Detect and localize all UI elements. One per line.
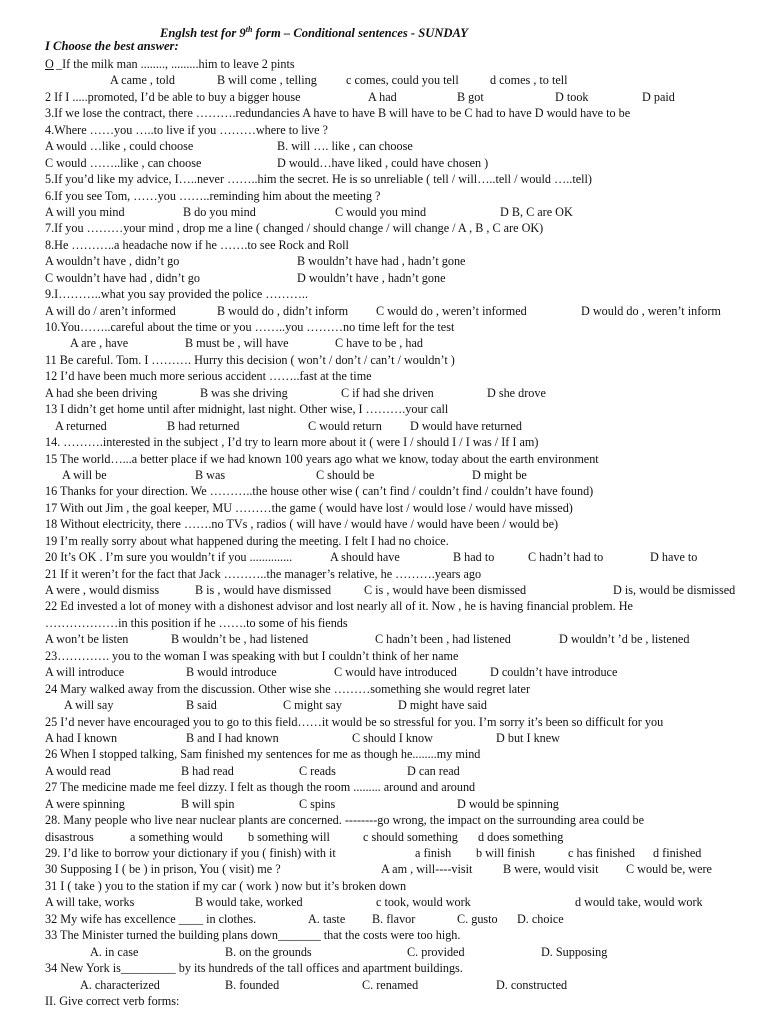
text-line bbox=[45, 878, 768, 894]
text-segment: A will you mind bbox=[45, 204, 125, 219]
text-segment: D but I knew bbox=[496, 730, 560, 745]
text-segment: 34 New York is_________ by its hundreds of the tall offices and apartment buildings. bbox=[45, 961, 463, 976]
text-segment: D wouldn’t ’d be , listened bbox=[559, 632, 690, 647]
text-segment: 4.Where ……you …..to live if you ………where to live ? bbox=[45, 122, 328, 137]
text-line bbox=[45, 648, 768, 664]
text-segment: A wouldn’t have , didn’t go bbox=[45, 254, 180, 269]
text-line bbox=[45, 451, 768, 467]
text-segment: d does something bbox=[478, 829, 564, 844]
text-segment: a something would bbox=[130, 829, 223, 844]
text-segment: D. constructed bbox=[496, 977, 568, 992]
text-segment: 32 My wife has excellence ____ in clothes. bbox=[45, 911, 257, 926]
text-segment: D couldn’t have introduce bbox=[490, 665, 618, 680]
text-segment: c should something bbox=[363, 829, 458, 844]
text-line bbox=[45, 204, 768, 220]
text-segment: C spins bbox=[299, 796, 336, 811]
text-segment: A will do / aren’t informed bbox=[45, 303, 176, 318]
text-line bbox=[45, 303, 768, 319]
text-segment: B wouldn’t be , had listened bbox=[171, 632, 309, 647]
text-line bbox=[45, 829, 768, 845]
title-text-rest: form – Conditional sentences - SUNDAY bbox=[252, 26, 468, 41]
text-line bbox=[45, 911, 768, 927]
text-segment: 12 I’d have been much more serious accident ……..fast at the time bbox=[45, 369, 372, 384]
text-segment: A should have bbox=[330, 550, 400, 565]
text-segment: D. Supposing bbox=[541, 944, 608, 959]
text-segment: A were , would dismiss bbox=[45, 583, 160, 597]
text-segment: 3.If we lose the contract, there ……….redundancies A have to have B will have to be C had to have D would have to be bbox=[45, 106, 631, 121]
text-segment: c comes, could you tell bbox=[346, 73, 459, 88]
text-segment: B would do , didn’t inform bbox=[217, 303, 349, 318]
text-segment: 27 The medicine made me feel dizzy. I felt as though the room ......... around and around bbox=[45, 780, 476, 795]
text-line bbox=[45, 270, 768, 286]
text-segment: D paid bbox=[642, 89, 675, 104]
text-segment: C wouldn’t have had , didn’t go bbox=[45, 270, 200, 285]
text-segment: _If the milk man ........, .........him to leave 2 pints bbox=[56, 57, 295, 71]
text-line bbox=[45, 352, 768, 368]
text-segment: B got bbox=[457, 89, 484, 104]
text-segment: B had returned bbox=[167, 418, 240, 433]
text-segment: B was bbox=[195, 467, 226, 482]
text-segment: b something will bbox=[248, 829, 330, 844]
text-segment: 14. ……….interested in the subject , I’d try to learn more about it ( were I / should I / I was / If I am) bbox=[45, 435, 539, 450]
text-segment: A won’t be listen bbox=[45, 632, 129, 647]
text-segment: c has finished bbox=[568, 846, 636, 860]
text-segment: 17 With out Jim , the goal keeper, MU ………the game ( would have lost / would lose / would have missed) bbox=[45, 500, 573, 515]
text-segment: 9.I………..what you say provided the police ……….. bbox=[45, 287, 309, 302]
text-segment: B. flavor bbox=[372, 911, 416, 926]
text-line bbox=[45, 122, 768, 138]
text-segment: C would be, were bbox=[626, 862, 712, 877]
text-line bbox=[45, 631, 768, 647]
text-line bbox=[45, 730, 768, 746]
text-segment: 30 Supposing I ( be ) in prison, You ( visit) me ? bbox=[45, 862, 281, 877]
text-segment: B. on the grounds bbox=[225, 944, 312, 959]
text-segment: A. taste bbox=[308, 911, 346, 926]
text-segment: D might be bbox=[472, 467, 527, 482]
text-line bbox=[45, 483, 768, 499]
text-segment: B were, would visit bbox=[503, 862, 599, 877]
text-segment: C reads bbox=[299, 763, 336, 778]
title-superscript: th bbox=[245, 25, 253, 34]
text-line bbox=[45, 385, 768, 401]
text-segment: d comes , to tell bbox=[490, 73, 568, 88]
text-segment: 11 Be careful. Tom. I ………. Hurry this decision ( won’t / don’t / can’t / wouldn’t ) bbox=[45, 352, 455, 367]
text-line bbox=[45, 977, 768, 993]
text-line bbox=[45, 714, 768, 730]
text-segment: 23…………. you to the woman I was speaking with but I couldn’t think of her name bbox=[45, 648, 459, 663]
text-segment: 29. I’d like to borrow your dictionary if you ( finish) with it bbox=[45, 846, 336, 860]
text-line bbox=[45, 779, 768, 795]
text-segment: 2 If I .....promoted, I’d be able to buy a bigger house bbox=[45, 89, 301, 104]
text-segment: d would take, would work bbox=[575, 895, 703, 910]
text-segment: B had to bbox=[453, 550, 495, 565]
text-line bbox=[45, 796, 768, 812]
text-segment: A will say bbox=[64, 698, 114, 713]
text-segment: A would …like , could choose bbox=[45, 139, 194, 154]
text-segment: B must be , will have bbox=[185, 336, 289, 351]
text-segment: A had I known bbox=[45, 730, 118, 745]
text-segment: A. in case bbox=[90, 944, 139, 959]
text-segment: D can read bbox=[407, 763, 460, 778]
text-segment: 6.If you see Tom, ……you ……..reminding him about the meeting ? bbox=[45, 188, 381, 203]
text-line bbox=[45, 664, 768, 680]
title-text: Englsh test for 9 bbox=[160, 26, 246, 41]
text-segment: 15 The world…...a better place if we had known 100 years ago what we know, today about the earth environment bbox=[45, 451, 599, 466]
text-segment: 8.He ………..a headache now if he …….to see Rock and Roll bbox=[45, 237, 349, 252]
text-line bbox=[45, 549, 768, 565]
text-segment: A will introduce bbox=[45, 665, 125, 680]
text-line bbox=[45, 615, 768, 631]
text-segment: C have to be , had bbox=[335, 336, 423, 351]
text-segment: C should I know bbox=[352, 730, 433, 745]
text-segment: C. provided bbox=[407, 944, 465, 959]
text-segment: C is , would have been dismissed bbox=[364, 583, 527, 597]
text-segment: A were spinning bbox=[45, 796, 125, 811]
question-list bbox=[45, 56, 768, 1009]
text-segment: 26 When I stopped talking, Sam finished my sentences for me as though he........my mind bbox=[45, 747, 481, 762]
text-segment: D B, C are OK bbox=[500, 204, 573, 219]
text-segment: C would ……..like , can choose bbox=[45, 155, 202, 170]
text-line bbox=[45, 500, 768, 516]
text-segment: A. characterized bbox=[80, 977, 160, 992]
text-line bbox=[45, 335, 768, 351]
page-title bbox=[160, 22, 468, 42]
text-segment: d finished bbox=[653, 846, 702, 860]
text-line bbox=[45, 533, 768, 549]
text-segment: B would take, worked bbox=[195, 895, 303, 910]
text-line bbox=[45, 516, 768, 532]
text-segment: C hadn’t had to bbox=[528, 550, 604, 565]
text-segment: A returned bbox=[55, 418, 107, 433]
text-segment: B and I had known bbox=[186, 730, 279, 745]
text-segment: D might have said bbox=[398, 698, 488, 713]
text-segment: 16 Thanks for your direction. We ………..the house other wise ( can’t find / couldn’t find / couldn’t have found) bbox=[45, 484, 594, 499]
text-segment: C should be bbox=[316, 467, 375, 482]
text-segment: A are , have bbox=[70, 336, 129, 351]
text-line bbox=[45, 927, 768, 943]
text-segment: 18 Without electricity, there …….no TVs , radios ( will have / would have / would have been / would be) bbox=[45, 517, 559, 532]
text-segment: C would do , weren’t informed bbox=[376, 303, 527, 318]
text-segment: C would have introduced bbox=[334, 665, 457, 680]
text-segment: D took bbox=[555, 89, 589, 104]
text-line bbox=[45, 138, 768, 154]
section-heading: I Choose the best answer: bbox=[45, 39, 179, 53]
text-line bbox=[45, 220, 768, 236]
text-segment: D. choice bbox=[517, 911, 564, 926]
text-segment: 10.You……..careful about the time or you ……..you ………no time left for the test bbox=[45, 320, 455, 334]
text-line bbox=[45, 582, 768, 598]
text-segment: C. gusto bbox=[457, 911, 498, 926]
text-segment: 7.If you ………your mind , drop me a line ( changed / should change / will change / A , B , C are OK) bbox=[45, 221, 544, 236]
text-segment: O bbox=[45, 57, 54, 71]
text-segment: D would do , weren’t inform bbox=[581, 303, 721, 318]
text-line bbox=[45, 944, 768, 960]
text-line bbox=[45, 188, 768, 204]
text-segment: B is , would have dismissed bbox=[195, 583, 332, 597]
text-segment: D would have returned bbox=[410, 418, 523, 433]
text-line bbox=[45, 56, 768, 72]
text-segment: A had bbox=[368, 89, 397, 104]
text-segment: A would read bbox=[45, 763, 111, 778]
text-segment: A will be bbox=[62, 467, 107, 482]
text-segment: C would return bbox=[308, 418, 382, 433]
text-segment: ………………in this position if he …….to some of his fiends bbox=[45, 615, 348, 630]
text-segment: 13 I didn’t get home until after midnight, last night. Other wise, I ……….your call bbox=[45, 402, 449, 417]
text-segment: B will come , telling bbox=[217, 73, 317, 88]
text-segment: C might say bbox=[283, 698, 342, 713]
text-line bbox=[45, 598, 768, 614]
text-segment: D would…have liked , could have chosen ) bbox=[277, 155, 489, 170]
text-segment: D she drove bbox=[487, 385, 546, 400]
text-segment: D wouldn’t have , hadn’t gone bbox=[297, 270, 446, 285]
text-segment: B said bbox=[186, 698, 217, 713]
text-line bbox=[45, 319, 768, 335]
text-segment: B wouldn’t have had , hadn’t gone bbox=[297, 254, 466, 269]
text-line bbox=[45, 171, 768, 187]
text-line bbox=[45, 763, 768, 779]
text-segment: A had she been driving bbox=[45, 385, 158, 400]
text-segment: 33 The Minister turned the building plans down_______ that the costs were too high. bbox=[45, 928, 461, 943]
text-line bbox=[45, 253, 768, 269]
text-line bbox=[45, 286, 768, 302]
text-segment: 5.If you’d like my advice, I…..never ……..him the secret. He is so unreliable ( tell / will…..tell / would …..tell) bbox=[45, 172, 592, 187]
text-segment: 22 Ed invested a lot of money with a dishonest advisor and lost nearly all of it. Now , he is having financial problem. He bbox=[45, 599, 633, 614]
text-line bbox=[45, 681, 768, 697]
text-line bbox=[45, 746, 768, 762]
text-line bbox=[45, 845, 768, 861]
text-line bbox=[45, 894, 768, 910]
text-line bbox=[45, 467, 768, 483]
text-line bbox=[45, 960, 768, 976]
text-segment: B had read bbox=[181, 763, 234, 778]
text-line bbox=[45, 812, 768, 828]
text-line bbox=[45, 368, 768, 384]
text-segment: 24 Mary walked away from the discussion. Other wise she ………something she would regret later bbox=[45, 681, 531, 696]
text-segment: B do you mind bbox=[183, 204, 256, 219]
text-segment: 19 I’m really sorry about what happened during the meeting. I felt I had no choice. bbox=[45, 533, 449, 548]
text-segment: 20 It’s OK . I’m sure you wouldn’t if you .............. bbox=[45, 550, 293, 565]
text-segment: disastrous bbox=[45, 829, 94, 844]
text-segment: B would introduce bbox=[186, 665, 277, 680]
text-segment: C would you mind bbox=[335, 204, 427, 219]
text-segment: b will finish bbox=[476, 846, 535, 860]
text-line bbox=[45, 72, 768, 88]
text-segment: B. will …. like , can choose bbox=[277, 139, 413, 154]
text-segment: B will spin bbox=[181, 796, 235, 811]
text-segment: 28. Many people who live near nuclear plants are concerned. --------go wrong, the impact on the surrounding area could be bbox=[45, 813, 644, 828]
text-line bbox=[45, 105, 768, 121]
text-segment: A am , will----visit bbox=[381, 862, 473, 877]
text-segment: D would be spinning bbox=[457, 796, 559, 811]
text-line bbox=[45, 566, 768, 582]
text-segment: B. founded bbox=[225, 977, 280, 992]
text-segment: 31 I ( take ) you to the station if my car ( work ) now but it’s broken down bbox=[45, 878, 407, 893]
text-line bbox=[45, 434, 768, 450]
text-line bbox=[45, 418, 768, 434]
text-segment: c took, would work bbox=[376, 895, 471, 910]
text-line bbox=[45, 89, 768, 105]
text-segment: a finish bbox=[415, 846, 452, 860]
text-line bbox=[45, 861, 768, 877]
text-segment: A came , told bbox=[110, 73, 175, 88]
text-segment: C if had she driven bbox=[341, 385, 434, 400]
text-segment: D is, would be dismissed bbox=[613, 583, 736, 597]
text-segment: 21 If it weren’t for the fact that Jack ………..the manager’s relative, he ……….years ago bbox=[45, 566, 482, 581]
text-segment: II. Give correct verb forms: bbox=[45, 993, 180, 1008]
text-segment: A will take, works bbox=[45, 895, 135, 910]
text-segment: C. renamed bbox=[362, 977, 419, 992]
text-segment: D have to bbox=[650, 550, 698, 565]
text-line bbox=[45, 993, 768, 1009]
text-segment: B was she driving bbox=[200, 385, 288, 400]
text-line bbox=[45, 155, 768, 171]
text-line bbox=[45, 697, 768, 713]
text-segment: 25 I’d never have encouraged you to go to this field……it would be so stressful for you. I’m sorry it’s been so difficult for you bbox=[45, 714, 664, 729]
text-segment: C hadn’t been , had listened bbox=[375, 632, 511, 647]
text-line bbox=[45, 401, 768, 417]
text-line bbox=[45, 237, 768, 253]
